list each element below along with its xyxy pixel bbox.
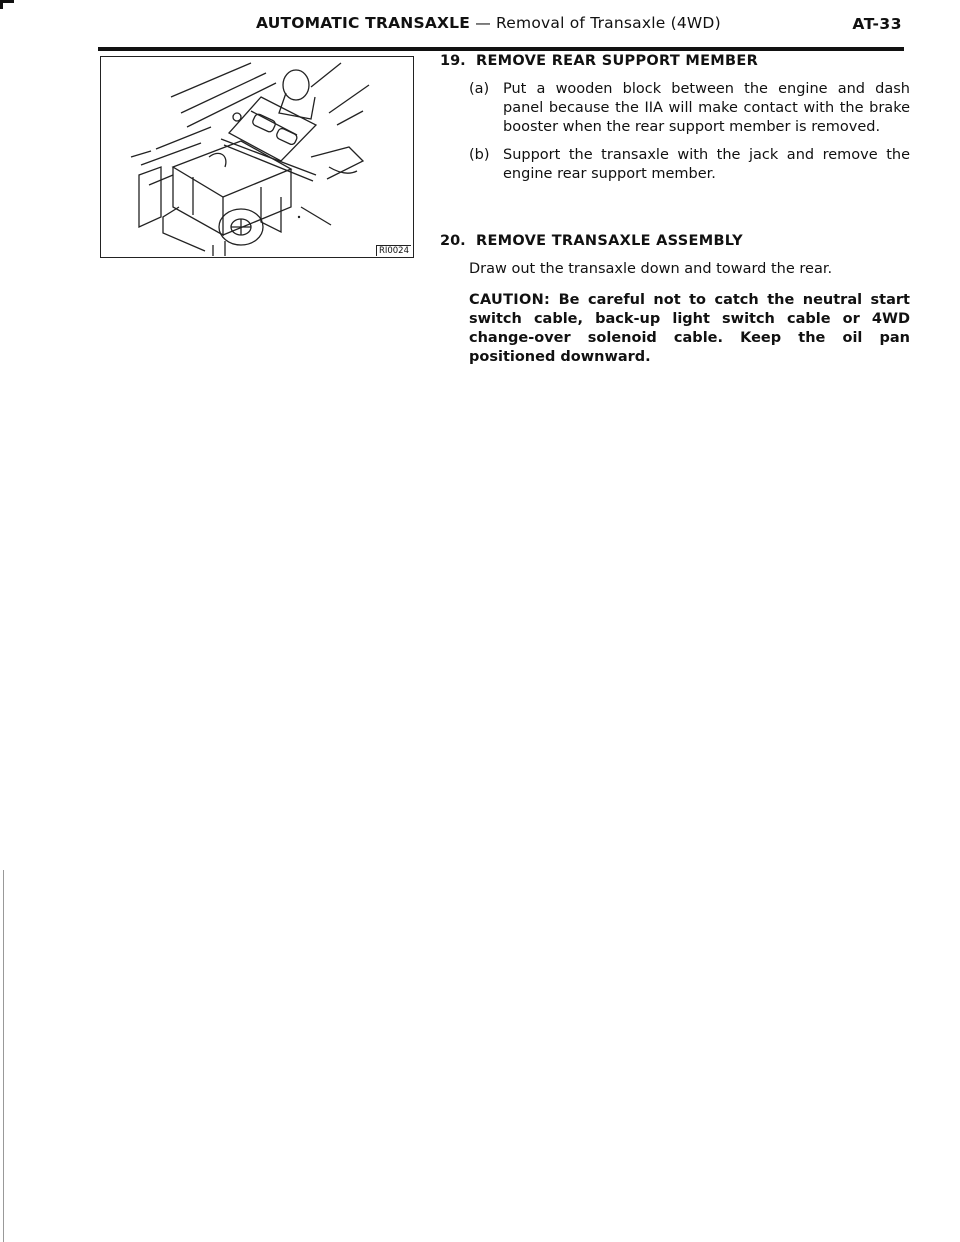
- header-title: [256, 14, 721, 32]
- corner-mark: [0, 0, 3, 9]
- substep-label: (a): [469, 81, 490, 97]
- scan-margin-line: [3, 870, 4, 1242]
- caution-note: [469, 291, 910, 367]
- step-title: REMOVE REAR SUPPORT MEMBER: [476, 53, 759, 69]
- substep-text: Put a wooden block between the engine and dash panel because the IIA will make contact with the brake booster when the rear support member is removed.: [503, 81, 910, 135]
- header-subtitle: Removal of Transaxle (4WD): [496, 14, 721, 32]
- figure-code: RI0024: [376, 245, 411, 256]
- procedure-content: [440, 52, 910, 391]
- header-rule: [98, 47, 904, 51]
- substep-label: (b): [469, 147, 490, 163]
- step-number: 19.: [440, 53, 466, 69]
- step-number: 20.: [440, 233, 466, 249]
- page-number: AT-33: [852, 15, 902, 33]
- step-20: [440, 232, 910, 367]
- page-header: [0, 12, 960, 38]
- header-section: AUTOMATIC TRANSAXLE: [256, 14, 471, 32]
- caution-label: CAUTION:: [469, 292, 551, 308]
- caution-text: Be careful not to catch the neutral start switch cable, back-up light switch cable or 4WD change-over solenoid cable. Keep the oil pan positioned downward.: [469, 292, 910, 365]
- substep-text: Support the transaxle with the jack and remove the engine rear support member.: [503, 147, 910, 182]
- step-text: Draw out the transaxle down and toward the rear.: [469, 261, 833, 277]
- substep-a: [469, 80, 910, 137]
- transaxle-support-illustration: [101, 57, 412, 256]
- substep-b: [469, 146, 910, 184]
- step-19: [440, 52, 910, 184]
- step-title: REMOVE TRANSAXLE ASSEMBLY: [476, 233, 743, 249]
- header-dash: —: [475, 14, 491, 32]
- figure-illustration: [100, 56, 414, 258]
